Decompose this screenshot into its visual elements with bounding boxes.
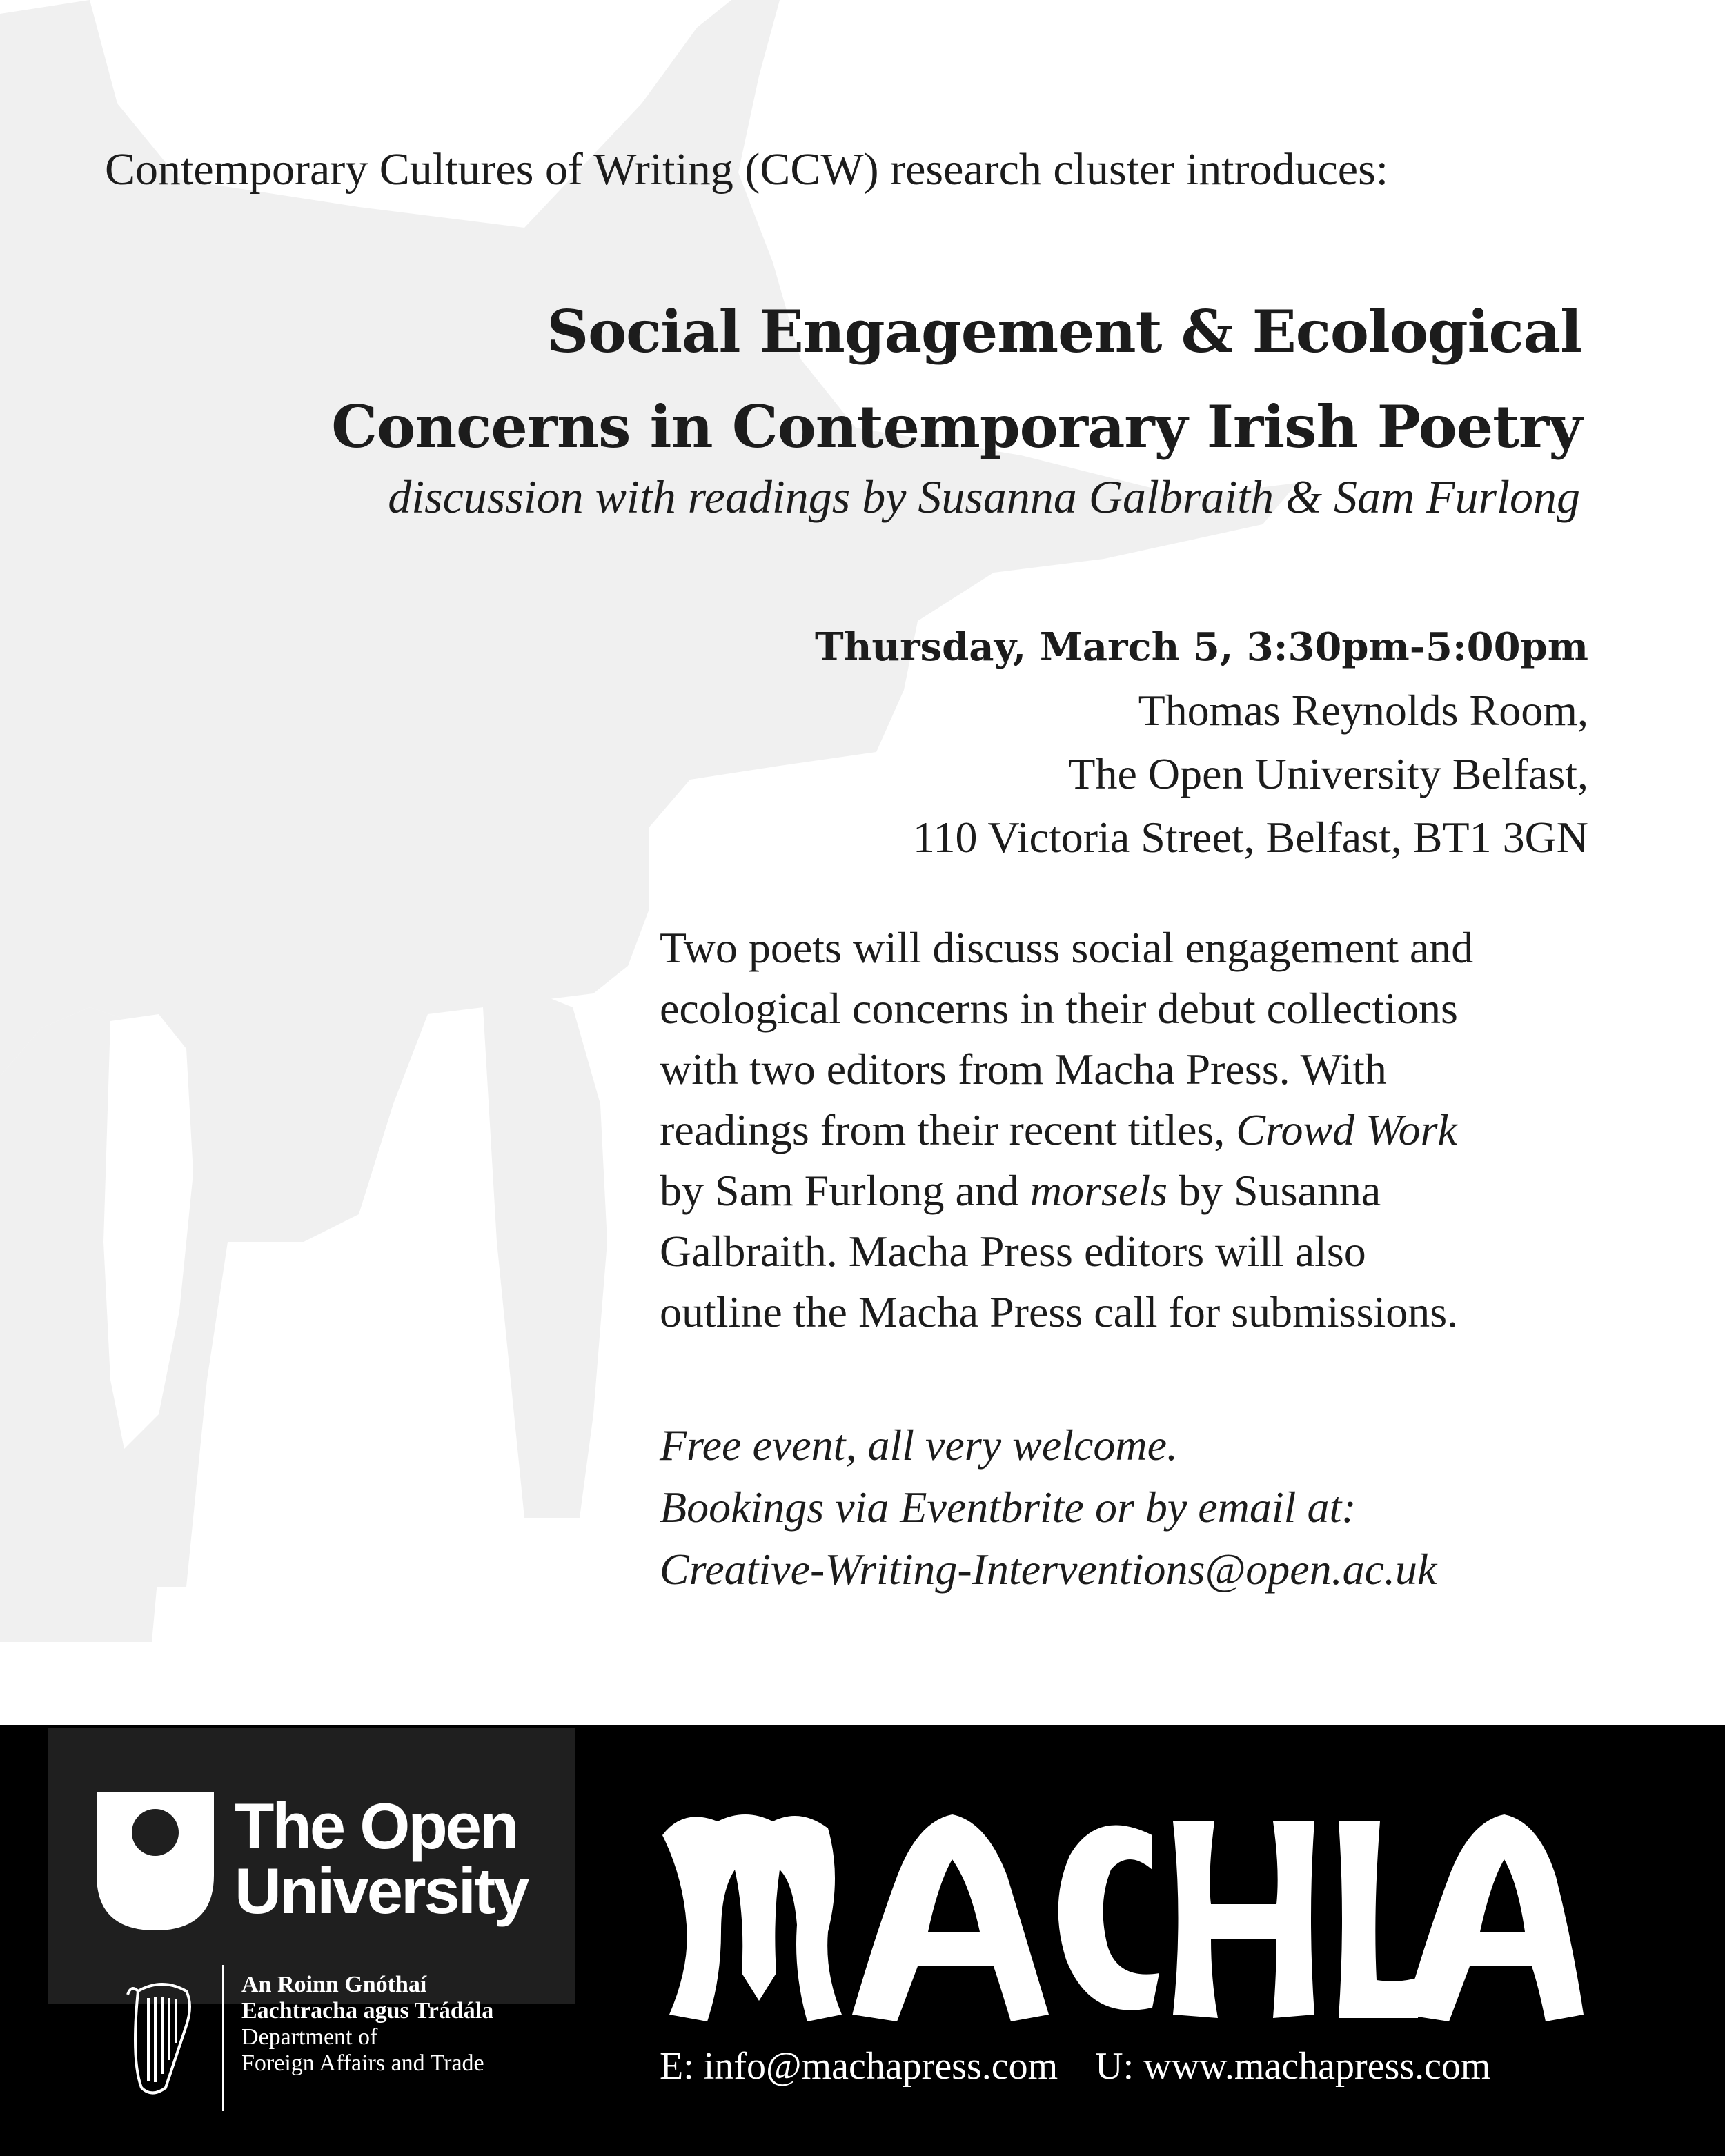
ou-wordmark-line-2: University [235,1855,528,1927]
event-venue: The Open University Belfast, [1068,749,1588,798]
description-line: outline the Macha Press call for submissions. [660,1287,1459,1336]
irish-harp-icon [124,1977,200,2101]
event-title [331,284,1581,475]
description-text: by Susanna [1167,1166,1381,1215]
contact-email-link[interactable]: E: info@machapress.com [660,2045,1058,2088]
event-room: Thomas Reynolds Room, [1138,686,1588,735]
description-line: Galbraith. Macha Press editors will also [660,1227,1366,1276]
open-university-wordmark [235,1790,528,1927]
event-subtitle: discussion with readings by Susanna Galbraith & Sam Furlong [388,471,1580,523]
contact-website-link[interactable]: U: www.machapress.com [1095,2045,1491,2088]
department-foreign-affairs-logo-text [241,1972,493,2077]
description-line: Two poets will discuss social engagement and [660,923,1474,972]
free-event-note: Free event, all very welcome. [660,1421,1179,1470]
ou-wordmark-line-1: The Open [235,1790,518,1862]
event-date-time: Thursday, March 5, 3:30pm-5:00pm [815,624,1588,670]
booking-info [660,1414,1437,1601]
description-text: by Sam Furlong and [660,1166,1030,1215]
booking-email-link[interactable]: Creative-Writing-Interventions@open.ac.uk [660,1545,1437,1594]
dfa-irish-line-1: An Roinn Gnóthaí [241,1972,427,1997]
macha-contact-details [660,2042,1519,2090]
bookings-note: Bookings via Eventbrite or by email at: [660,1483,1357,1532]
description-line: ecological concerns in their debut collections [660,984,1458,1033]
macha-press-logo [656,1794,1587,2035]
dfa-english-line-1: Department of [241,2024,378,2050]
description-text: readings from their recent titles, [660,1105,1236,1154]
event-address: 110 Victoria Street, Belfast, BT1 3GN [912,813,1588,862]
description-line [660,1100,1584,1160]
title-line-1: Social Engagement & Ecological [546,297,1581,366]
description-line: with two editors from Macha Press. With [660,1045,1387,1094]
book-title-crowd-work: Crowd Work [1236,1105,1457,1154]
book-title-morsels: morsels [1029,1166,1167,1215]
description-line [660,1160,1584,1221]
dfa-english-line-2: Foreign Affairs and Trade [241,2050,484,2076]
event-details [815,615,1588,869]
event-description [660,918,1584,1343]
intro-line: Contemporary Cultures of Writing (CCW) research cluster introduces: [105,144,1389,195]
title-line-2: Concerns in Contemporary Irish Poetry [331,393,1581,461]
dfa-divider [222,1965,224,2111]
dfa-irish-line-2: Eachtracha agus Trádála [241,1998,494,2024]
